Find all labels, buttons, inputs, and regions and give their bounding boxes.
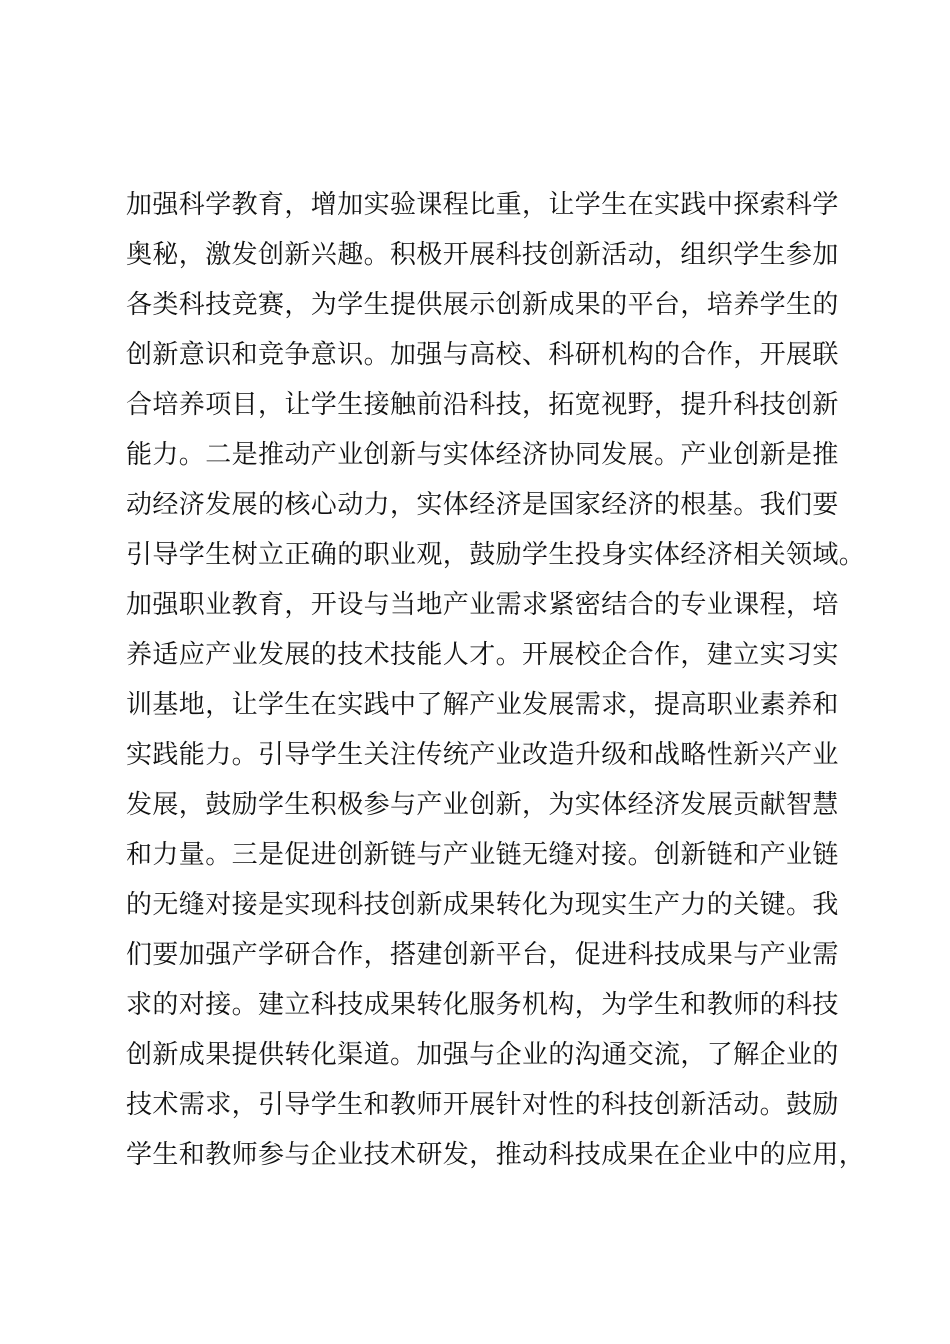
text-line: 合培养项目，让学生接触前沿科技，拓宽视野，提升科技创新 [126,390,839,420]
text-line: 们要加强产学研合作，搭建创新平台，促进科技成果与产业需 [126,940,839,970]
text-line: 和力量。三是促进创新链与产业链无缝对接。创新链和产业链 [126,840,839,870]
text-line: 发展，鼓励学生积极参与产业创新，为实体经济发展贡献智慧 [126,790,839,820]
text-line: 加强科学教育，增加实验课程比重，让学生在实践中探索科学 [126,190,839,220]
text-line: 各类科技竞赛，为学生提供展示创新成果的平台，培养学生的 [126,290,839,320]
body-text [126,180,866,1180]
text-line: 求的对接。建立科技成果转化服务机构，为学生和教师的科技 [126,990,839,1020]
text-line: 学生和教师参与企业技术研发，推动科技成果在企业中的应用， [126,1140,866,1170]
text-line: 实践能力。引导学生关注传统产业改造升级和战略性新兴产业 [126,740,839,770]
text-line: 创新意识和竞争意识。加强与高校、科研机构的合作，开展联 [126,340,839,370]
text-line: 训基地，让学生在实践中了解产业发展需求，提高职业素养和 [126,690,839,720]
text-line: 引导学生树立正确的职业观，鼓励学生投身实体经济相关领域。 [126,540,866,570]
text-line: 动经济发展的核心动力，实体经济是国家经济的根基。我们要 [126,490,839,520]
text-line: 的无缝对接是实现科技创新成果转化为现实生产力的关键。我 [126,890,839,920]
text-line: 加强职业教育，开设与当地产业需求紧密结合的专业课程，培 [126,590,839,620]
text-line: 奥秘，激发创新兴趣。积极开展科技创新活动，组织学生参加 [126,240,839,270]
text-line: 技术需求，引导学生和教师开展针对性的科技创新活动。鼓励 [126,1090,839,1120]
text-line: 创新成果提供转化渠道。加强与企业的沟通交流，了解企业的 [126,1040,839,1070]
text-line: 养适应产业发展的技术技能人才。开展校企合作，建立实习实 [126,640,839,670]
text-line: 能力。二是推动产业创新与实体经济协同发展。产业创新是推 [126,440,839,470]
